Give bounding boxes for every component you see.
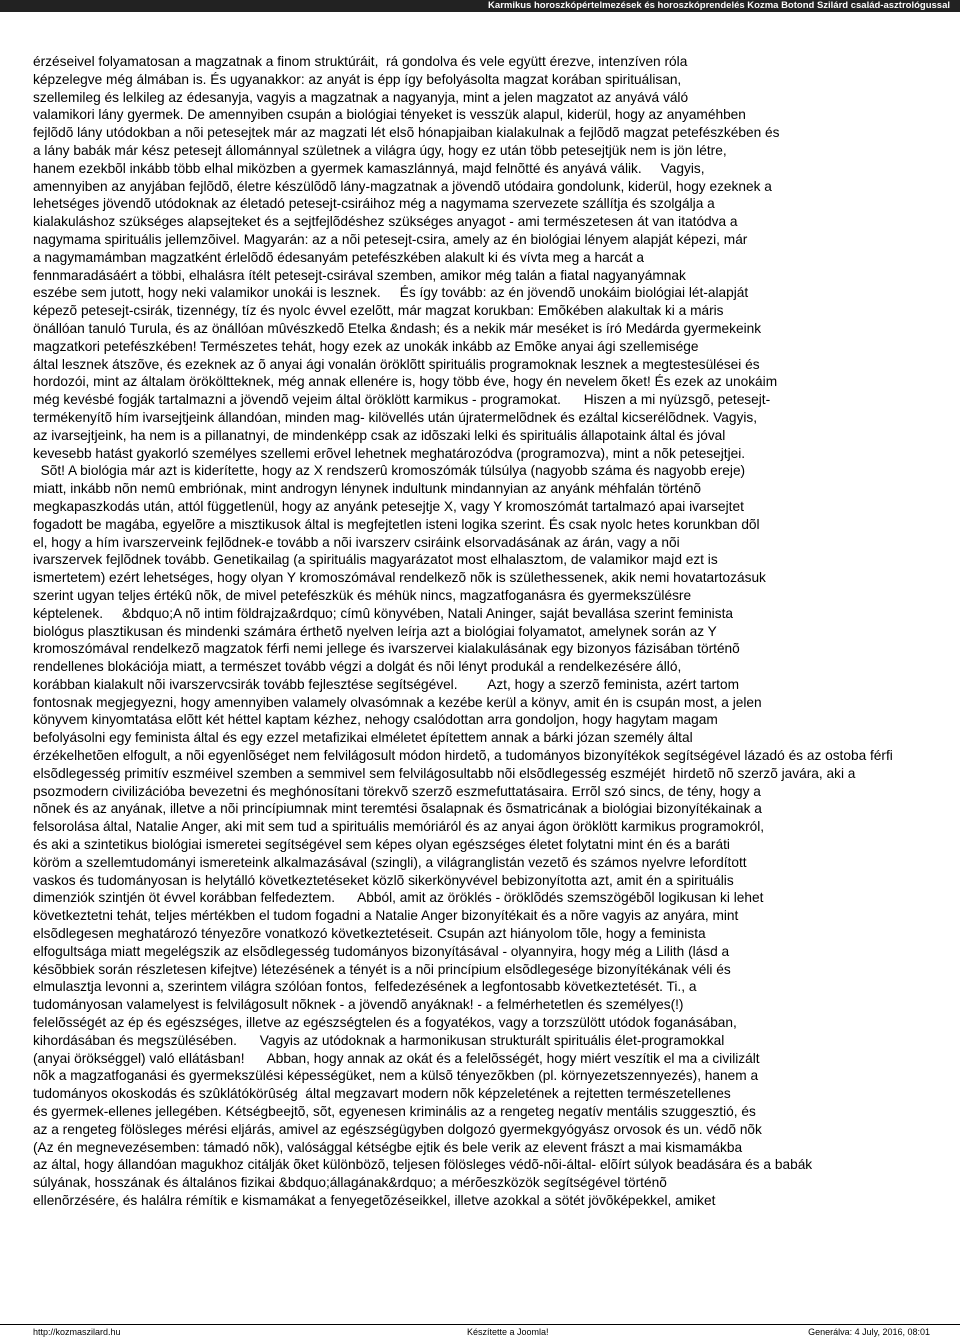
text-line: vaskos és tudományosan is helytálló következtetéseket közlõ sikerkönyvével bebizonyította azt, amit én a spirituális <box>33 872 734 888</box>
text-line: az ivarsejtjeink, ha nem is a pillanatnyi, de mindenképp csak az idõszaki lelki és spirituális állapotaink által és jóval <box>33 427 726 443</box>
text-line: felelõsségét az ép és egészséges, illetve az egészségtelen és a fogyatékos, vagy a torzszülött utódok foganásában, <box>33 1015 737 1031</box>
text-line: tudományos okoskodás és szûklátókörûség által megzavart modern nõk képzeletének a rejtetten természetellenes <box>33 1086 731 1102</box>
text-line: még kevésbé fogják tartalmazni a jövendõ vejeim által öröklött karmikus - programokat. Hiszen a mi nyüzsgõ, petesejt- <box>33 392 771 408</box>
text-line: biológus plasztikusan és mindenki számára érthetõ nyelven leírja azt a biológiai folyamatot, amelynek során az Y <box>33 623 717 639</box>
text-line: fogadott be magába, egyelõre a misztikusok által is megfejtetlen isteni logika szerint. És csak nyolc hetes korunkban dõl <box>33 516 760 532</box>
text-line: kihordásában és megszülésében. Vagyis az utódoknak a harmonikusan strukturált spirituális élet-programokkal <box>33 1032 725 1048</box>
text-line: felsorolása által, Natalie Anger, aki mit sem tud a spirituális memóriáról és az anyai ágon öröklött karmikus programokról, <box>33 819 765 835</box>
text-line: dimenziók szintjén öt évvel korábban felfedeztem. Abból, amit az öröklés - öröklõdés szemszögébõl logikusan ki lehet <box>33 890 764 906</box>
text-line: ellenõrzésére, és halálra rémítik e kismamákat a fenyegetõzéseikkel, illetve azokkal a sötét jövõképekkel, amiket <box>33 1193 716 1208</box>
text-line: nõk a magzatfoganási és gyermekszülési képességüket, nem a külsõ tényezõkben (pl. környezetszennyezés), hanem a <box>33 1068 759 1084</box>
text-line: önállóan tanuló Turula, és az önállóan mûvészkedõ Etelka &ndash; és a nekik már meséket is író Medárda gyermekeink <box>33 320 762 336</box>
site-title: Karmikus horoszkópértelmezések és horoszkóprendelés Kozma Botond Szilárd család-asztrológussal <box>488 0 950 11</box>
text-line: a nagymamámban magzatként érlelõdõ édesanyám petefészkében alakult ki és vívta meg a harcát a <box>33 249 644 265</box>
text-line: kevesebb hatást gyakorló személyes szellemi erõvel lehetnek meghatározódva (programozva), mint a nõk petesejtjei. <box>33 445 746 461</box>
text-line: befolyásolni egy feminista által és egy ezzel metafizikai elméletet építettem annak a bárki józan személy által <box>33 730 693 746</box>
footer-generated-date: Generálva: 4 July, 2016, 08:01 <box>808 1327 930 1337</box>
text-line: hanem ezekbõl inkább több elhal miközben a gyermek kamaszlánnyá, majd felnõtté és anyává válik. Vagyis, <box>33 160 705 176</box>
text-line: elfogultsága miatt megelégszik az elsõdlegesség tudományos bizonyításával - olyannyira, hogy még a Lilith (lásd a <box>33 943 730 959</box>
text-line: érzékelhetõen elfogult, a nõi egyenlõséget nem felvilágosult módon hirdetõ, a tudományos bizonyítékok segítségével lázadó és az ostoba férfi <box>33 748 893 764</box>
text-line: fennmaradásáért a többi, elhalásra ítélt petesejt-csirával szemben, amikor még talán a fiatal nagyanyámnak <box>33 267 686 283</box>
text-line: súlyának, hosszának és általános fizikai &bdquo;állagának&rdquo; a mérõeszközök segítségével történõ <box>33 1175 667 1191</box>
text-line: hordozói, mint az általam örököltteknek, még annak ellenére is, hogy több éve, hogy én nevelem õket! És ezek az unokáim <box>33 374 778 390</box>
text-line: nagymama spirituális jellemzõivel. Magyarán: az a nõi petesejt-csira, amely az én biológiai lényem alapját képezi, már <box>33 231 748 247</box>
text-line: elsõdlegesen meghatározó tényezõre vonatkozó következtetéseit. Csupán azt hiányolom tõle, hogy a feminista <box>33 926 706 942</box>
text-line: által lesznek átszõve, és ezeknek az õ anyai ági vonalán öröklõtt spirituális programoknak lesznek a megtestesülései és <box>33 356 760 372</box>
text-line: köröm a szellemtudományi ismereteink alkalmazásával (szingli), a világranglistán vezetõ és számos nyelvre lefordított <box>33 854 747 870</box>
text-line: Sõt! A biológia már azt is kiderítette, hogy az X rendszerû kromoszómák túlsúlya (nagyobb száma és nagyobb ereje) <box>33 463 746 479</box>
text-line: tudományosan valamelyest is felvilágosult nõknek - a jövendõ anyáknak! - a felmérhetetlen és személyes(!) <box>33 997 684 1013</box>
text-line: rendellenes blokációja miatt, a természet tovább végzi a dolgát és nõi lényt produkál a rendelkezésére álló, <box>33 659 682 675</box>
text-line: elmulasztja levonni a, szerintem világra szólóan fontos, felfedezésének a legfontosabb következtetését. Ti., a <box>33 979 697 995</box>
article-body <box>33 53 943 1210</box>
footer-site-url[interactable]: http://kozmaszilard.hu <box>33 1327 121 1337</box>
text-line: képezõ petesejt-csirák, tizennégy, tíz és nyolc évvel ezelõtt, már magzat korukban: Emõkében alakultak ki a máris <box>33 303 724 319</box>
text-line: az által, hogy állandóan magukhoz citálják õket különbözõ, teljesen fölösleges védõ-nõi-által- elõírt súlyok beadására és a babák <box>33 1157 813 1173</box>
text-line: érzéseivel folyamatosan a magzatnak a finom struktúráit, rá gondolva és vele együtt érezve, intenzíven róla <box>33 54 688 69</box>
text-line: nõnek és az anyának, illetve a nõi princípiumnak mint teremtési õsalapnak és õsmatricának a biológiai bizonyítékainak a <box>33 801 762 817</box>
text-line: fontosnak megjegyezni, hogy amennyiben valamely olvasómnak a kezébe kerül a könyv, amit én is csupán most, a jelen <box>33 694 762 710</box>
page-header <box>0 0 960 12</box>
text-line: képzelegve még álmában is. És ugyanakkor: az anyát is épp így befolyásolta magzat korában spirituálisan, <box>33 71 682 87</box>
text-line: miatt, inkább nõn nemû embriónak, mint androgyn lénynek indultunk mindannyian az anyánk méhfalán történõ <box>33 481 702 497</box>
text-line: kromoszómával rendelkezõ magzatok férfi nemi jellege és ivarszervei kialakulásának egy bizonyos fázisában történõ <box>33 641 740 657</box>
text-line: képtelenek. &bdquo;A nõ intim földrajza&rdquo; címû könyvében, Natali Aninger, saját bevallása szerint feminista <box>33 605 733 621</box>
text-line: könyvem kinyomtatása elõtt két héttel kaptam kézhez, nehogy csalódottan arra gondoljon, hogy hagytam magam <box>33 712 718 728</box>
text-line: szellemileg és lelkileg az édesanyja, vagyis a magzatnak a nagyanyja, mint a jelen magzatot az anyává váló <box>33 89 689 105</box>
text-line: szerint ugyan teljes értékû nõk, de mivel petefészkük és méhük nincs, magzatfoganásra és gyermekszülésre <box>33 587 692 603</box>
text-line: psozmodern civilizációba bevezetni és meghónosítani törekvõ szerzõ eszmefuttatásaira. Errõl szó sincs, de tény, hogy a <box>33 783 761 799</box>
text-line: magzatkori petefészkében! Természetes tehát, hogy ezek az unokák inkább az Emõke anyai ági szellemisége <box>33 338 699 354</box>
text-line: eszébe sem jutott, hogy neki valamikor unokái is lesznek. És így tovább: az én jövendõ unokáim biológiai lét-alapját <box>33 285 749 301</box>
text-line: fejlõdõ lány utódokban a nõi petesejtek már az magzati lét elsõ hónapjaiban kialakulnak a fejlõdõ magzat petefészkében és <box>33 125 780 141</box>
text-line: következtetni tehát, teljes mértékben el tudom fogadni a Natalie Anger bizonyítékait és a nõre vagyis az anyára, mint <box>33 908 739 924</box>
text-line: a lány babák már kész petesejt állománnyal születnek a világra úgy, hogy ez után több petesejtjük nem is jön létre, <box>33 142 727 158</box>
text-line: és gyermek-ellenes jellegében. Kétségbeejtõ, sõt, egyenesen kriminális az a rengeteg negatív mentális szuggesztió, és <box>33 1104 756 1120</box>
text-line: elsõdlegesség primitív eszméivel szemben a semmivel sem felvilágosultabb nõi elsõdlegesség eszméjét hirdetõ nõ szerzõ javára, aki a <box>33 765 856 781</box>
footer-made-with: Készítette a Joomla! <box>467 1327 549 1337</box>
text-line: valamikori lány gyermek. De amennyiben csupán a biológiai tényeket is vesszük alapul, kiderül, hogy az anyaméhben <box>33 107 746 123</box>
text-line: termékenyítõ hím ivarsejtjeink állandóan, minden mag- kilövellés után újratermelõdnek és ezáltal kicserélõdnek. Vagyis, <box>33 409 758 425</box>
text-line: késõbbiek során részletesen kifejtve) létezésének a tényét is a nõi princípium elsõdlegesége bizonyítékának véli és <box>33 961 731 977</box>
text-line: (Az én megnevezésemben: támadó nõk), valósággal kétségbe ejtik és bele verik az elevent frászt a mai kismamákba <box>33 1139 743 1155</box>
text-line: ivarszervek fejlõdnek tovább. Genetikailag (a spirituális magyarázatot most elhalasztom, de valamikor majd ezt is <box>33 552 718 568</box>
text-line: korábban kialakult nõi ivarszervcsirák tovább fejlesztése segítségével. Azt, hogy a szerzõ feminista, azért tartom <box>33 676 739 692</box>
text-line: ismertetem) ezért lehetséges, hogy olyan Y kromoszómával rendelkezõ nõk is születhessenek, akik nemi hovatartozásuk <box>33 570 766 586</box>
text-line: az a rengeteg fölösleges mérési eljárás, amivel az egészségügyben dolgozó gyermekgyógyász orvosok és un. védõ nõk <box>33 1121 762 1137</box>
page-footer <box>0 1324 960 1339</box>
text-line: amennyiben az anyjában fejlõdõ, életre készülõdõ lány-magzatnak a jövendõ utódaira gondolunk, kiderül, hogy ezeknek a <box>33 178 772 194</box>
text-line: kialakuláshoz szükséges alapsejteket és a sejtfejlõdéshez szükséges anyagot - ami természetesen át van itatódva a <box>33 214 738 230</box>
text-line: és aki a szintetikus biológiai ismeretei segítségével sem képes olyan egészséges életet folytatni mint én és a baráti <box>33 837 730 853</box>
text-line: (anyai örökséggel) való ellátásban! Abban, hogy annak az okát és a felelõsségét, hogy miért veszítik el ma a civilizált <box>33 1050 760 1066</box>
text-line: megkapaszkodás után, attól függetlenül, hogy az anyánk petesejtje X, vagy Y kromoszómát tartalmazó apai ivarsejtet <box>33 498 744 514</box>
text-line: el, hogy a hím ivarszerveink fejlõdnek-e tovább a nõi ivarszerv csiráink elsorvadásának az árán, vagy a nõi <box>33 534 680 550</box>
text-line: lehetséges jövendõ utódoknak az életadó petesejt-csiráihoz még a nagymama szervezete szállítja és szolgálja a <box>33 196 715 212</box>
